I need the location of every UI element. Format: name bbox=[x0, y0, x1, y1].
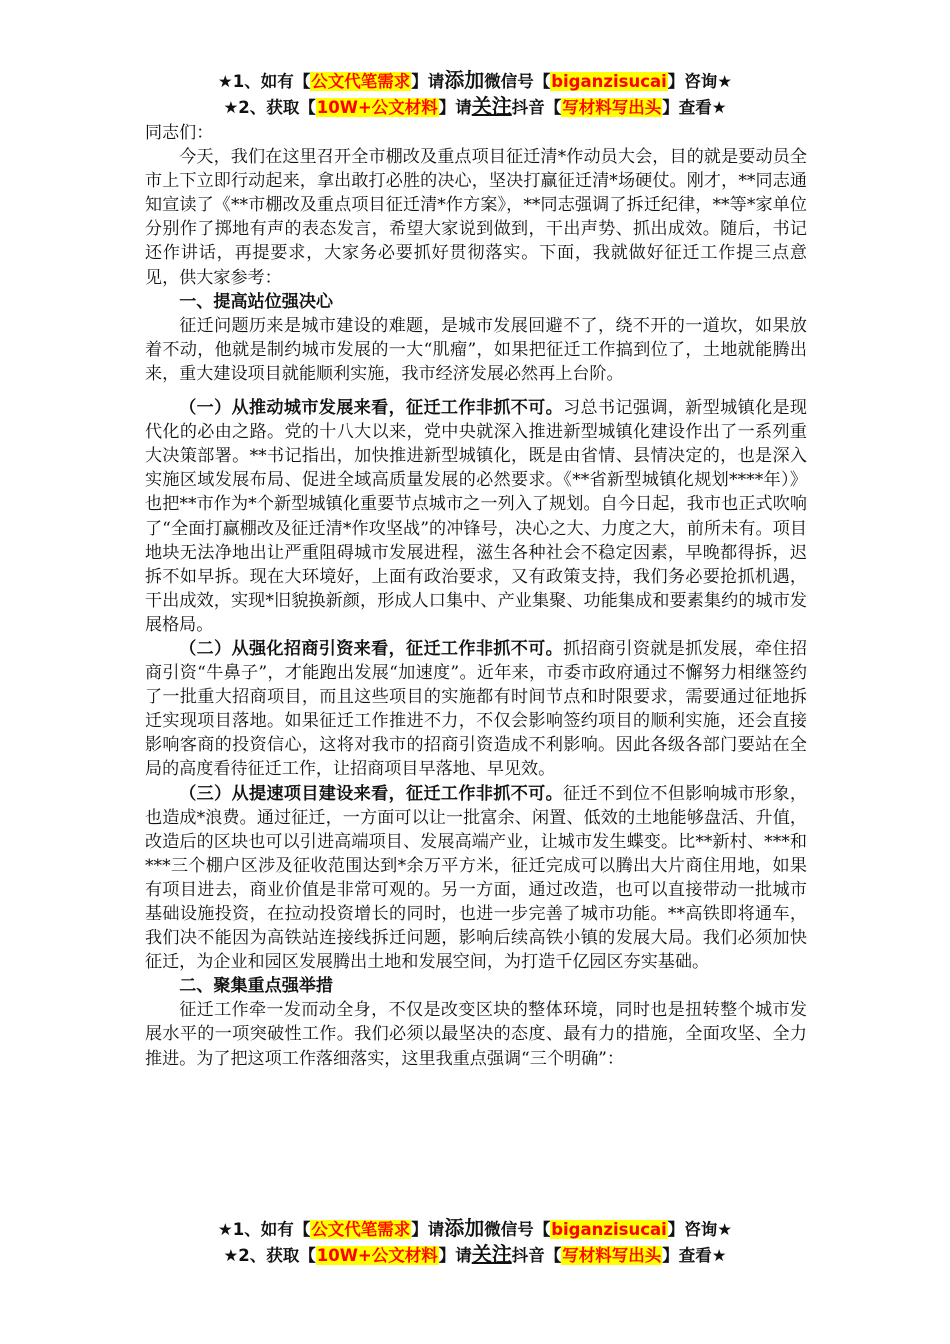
promo-suffix: 】咨询★ bbox=[667, 1220, 733, 1239]
document-body bbox=[145, 121, 807, 1071]
promo-highlight: 10W+公文材料 bbox=[316, 1246, 438, 1265]
promo-suffix: 】咨询★ bbox=[667, 72, 733, 91]
promo-text: 】请 bbox=[411, 1220, 445, 1239]
promo-wechat-id: biganzisucai bbox=[551, 1220, 667, 1239]
section-heading-1: 一、提高站位强决心 bbox=[179, 291, 334, 312]
promo-text: 抖音【 bbox=[511, 98, 562, 117]
promo-suffix: 】查看★ bbox=[662, 98, 727, 117]
section-1-paragraph: 征迁问题历来是城市建设的难题，是城市发展回避不了，绕不开的一道坎，如果放着不动，他就是制约城市发展的一大“肌瘤”，如果把征迁工作搞到位了，土地就能腾出来，重大建设项目就能顺利实施，我市经济发展必然再上台阶。 bbox=[145, 315, 807, 384]
promo-text: 微信号【 bbox=[484, 1220, 551, 1239]
promo-wechat-id: biganzisucai bbox=[551, 72, 667, 91]
subsection-1 bbox=[145, 396, 807, 637]
promo-emphasis: 添加 bbox=[444, 68, 485, 92]
subsection-3 bbox=[145, 782, 807, 975]
subsection-1-lead: （一）从推动城市发展来看，征迁工作非抓不可。 bbox=[179, 398, 564, 419]
promo-prefix: ★1、如有【 bbox=[217, 1220, 311, 1239]
subsection-3-body: 征迁不到位不但影响城市形象，也造成*浪费。通过征迁，一方面可以让一批富余、闲置、低效的土地能够盘活、升值，改造后的区块也可以引进高端项目、发展高端产业，让城市发生蝶变。比**新村、***和***三个棚户区涉及征收范围达到*余万平方米，征迁完成可以腾出大片商住用地，如果有项目进去，商业价值是非常可观的。另一方面，通过改造，也可以直接带动一批城市基础设施投资，在拉动投资增长的同时，也进一步完善了城市功能。**高铁即将通车，我们决不能因为高铁站连接线拆迁问题，影响后续高铁小镇的发展大局。我们必须加快征迁，为企业和园区发展腾出土地和发展空间，为打造千亿园区夯实基础。 bbox=[145, 783, 808, 973]
intro-paragraph: 今天，我们在这里召开全市棚改及重点项目征迁清*作动员大会，目的就是要动员全市上下立即行动起来，拿出敢打必胜的决心，坚决打赢征迁清*场硬仗。刚才，**同志通知宣读了《**市棚改及重点项目征迁清*作方案》，**同志强调了拆迁纪律，**等*家单位分别作了掷地有声的表态发言，希望大家说到做到，干出声势、抓出成效。随后，书记还作讲话，再提要求，大家务必要抓好贯彻落实。下面，我就做好征迁工作提三点意见，供大家参考： bbox=[145, 147, 807, 288]
promo-prefix: ★2、获取【 bbox=[223, 1246, 316, 1265]
promo-emphasis: 关注 bbox=[471, 94, 512, 118]
subsection-1-body: 习总书记强调，新型城镇化是现代化的必由之路。党的十八大以来，党中央就深入推进新型城镇化建设作出了一系列重大决策部署。**书记指出，加快推进新型城镇化，既是由省情、县情决定的，也是深入实施区域发展布局、促进全域高质量发展的必然要求。《**省新型城镇化规划****年）》也把**市作为*个新型城镇化重要节点城市之一列入了规划。自今日起，我市也正式吹响了“全面打赢棚改及征迁清*作攻坚战”的冲锋号，决心之大、力度之大，前所未有。项目地块无法净地出让严重阻碍城市发展进程，滋生各种社会不稳定因素，早晚都得拆，迟拆不如早拆。现在大环境好，上面有政治要求，又有政策支持，我们务必要抢抓机遇，干出成效，实现*旧貌换新颜，形成人口集中、产业集聚、功能集成和要素集约的城市发展格局。 bbox=[145, 398, 808, 635]
promo-suffix: 】查看★ bbox=[662, 1246, 727, 1265]
promo-line-1-bottom bbox=[0, 1216, 950, 1242]
promo-text: 微信号【 bbox=[484, 72, 551, 91]
section-heading-2: 二、聚集重点强举措 bbox=[179, 976, 334, 997]
section-2-paragraph: 征迁工作牵一发而动全身，不仅是改变区块的整体环境，同时也是扭转整个城市发展水平的一项突破性工作。我们必须以最坚决的态度、最有力的措施，全面攻坚、全力推进。为了把这项工作落细落实，这里我重点强调“三个明确”： bbox=[145, 1000, 807, 1069]
subsection-2-body: 抓招商引资就是抓发展，牵住招商引资“牛鼻子”，才能跑出发展“加速度”。近年来，市委市政府通过不懈努力相继签约了一批重大招商项目，而且这些项目的实施都有时间节点和时限要求，需要通过征地拆迁实现项目落地。如果征迁工作推进不力，不仅会影响签约项目的顺利实施，还会直接影响客商的投资信心，这将对我市的招商引资造成不利影响。因此各级各部门要站在全局的高度看待征迁工作，让招商项目早落地、早见效。 bbox=[145, 638, 808, 780]
promo-emphasis: 添加 bbox=[444, 1216, 485, 1240]
promo-douyin-account: 写材料写出头 bbox=[562, 98, 662, 117]
subsection-3-lead: （三）从提速项目建设来看，征迁工作非抓不可。 bbox=[179, 783, 564, 804]
promo-prefix: ★1、如有【 bbox=[217, 72, 311, 91]
promo-prefix: ★2、获取【 bbox=[223, 98, 316, 117]
promo-highlight: 10W+公文材料 bbox=[316, 98, 438, 117]
salutation: 同志们： bbox=[145, 123, 214, 143]
promo-line-2-top bbox=[0, 94, 950, 120]
promo-line-1-top bbox=[0, 68, 950, 94]
promo-emphasis: 关注 bbox=[471, 1242, 512, 1266]
subsection-2 bbox=[145, 637, 807, 782]
subsection-2-lead: （二）从强化招商引资来看，征迁工作非抓不可。 bbox=[179, 638, 564, 659]
promo-highlight: 公文代笔需求 bbox=[311, 72, 411, 91]
promo-text: 】请 bbox=[411, 72, 445, 91]
promo-text: 抖音【 bbox=[511, 1246, 562, 1265]
promo-line-2-bottom bbox=[0, 1242, 950, 1268]
promo-text: 】请 bbox=[438, 1246, 472, 1265]
promo-douyin-account: 写材料写出头 bbox=[562, 1246, 662, 1265]
promo-text: 】请 bbox=[438, 98, 472, 117]
promo-highlight: 公文代笔需求 bbox=[311, 1220, 411, 1239]
